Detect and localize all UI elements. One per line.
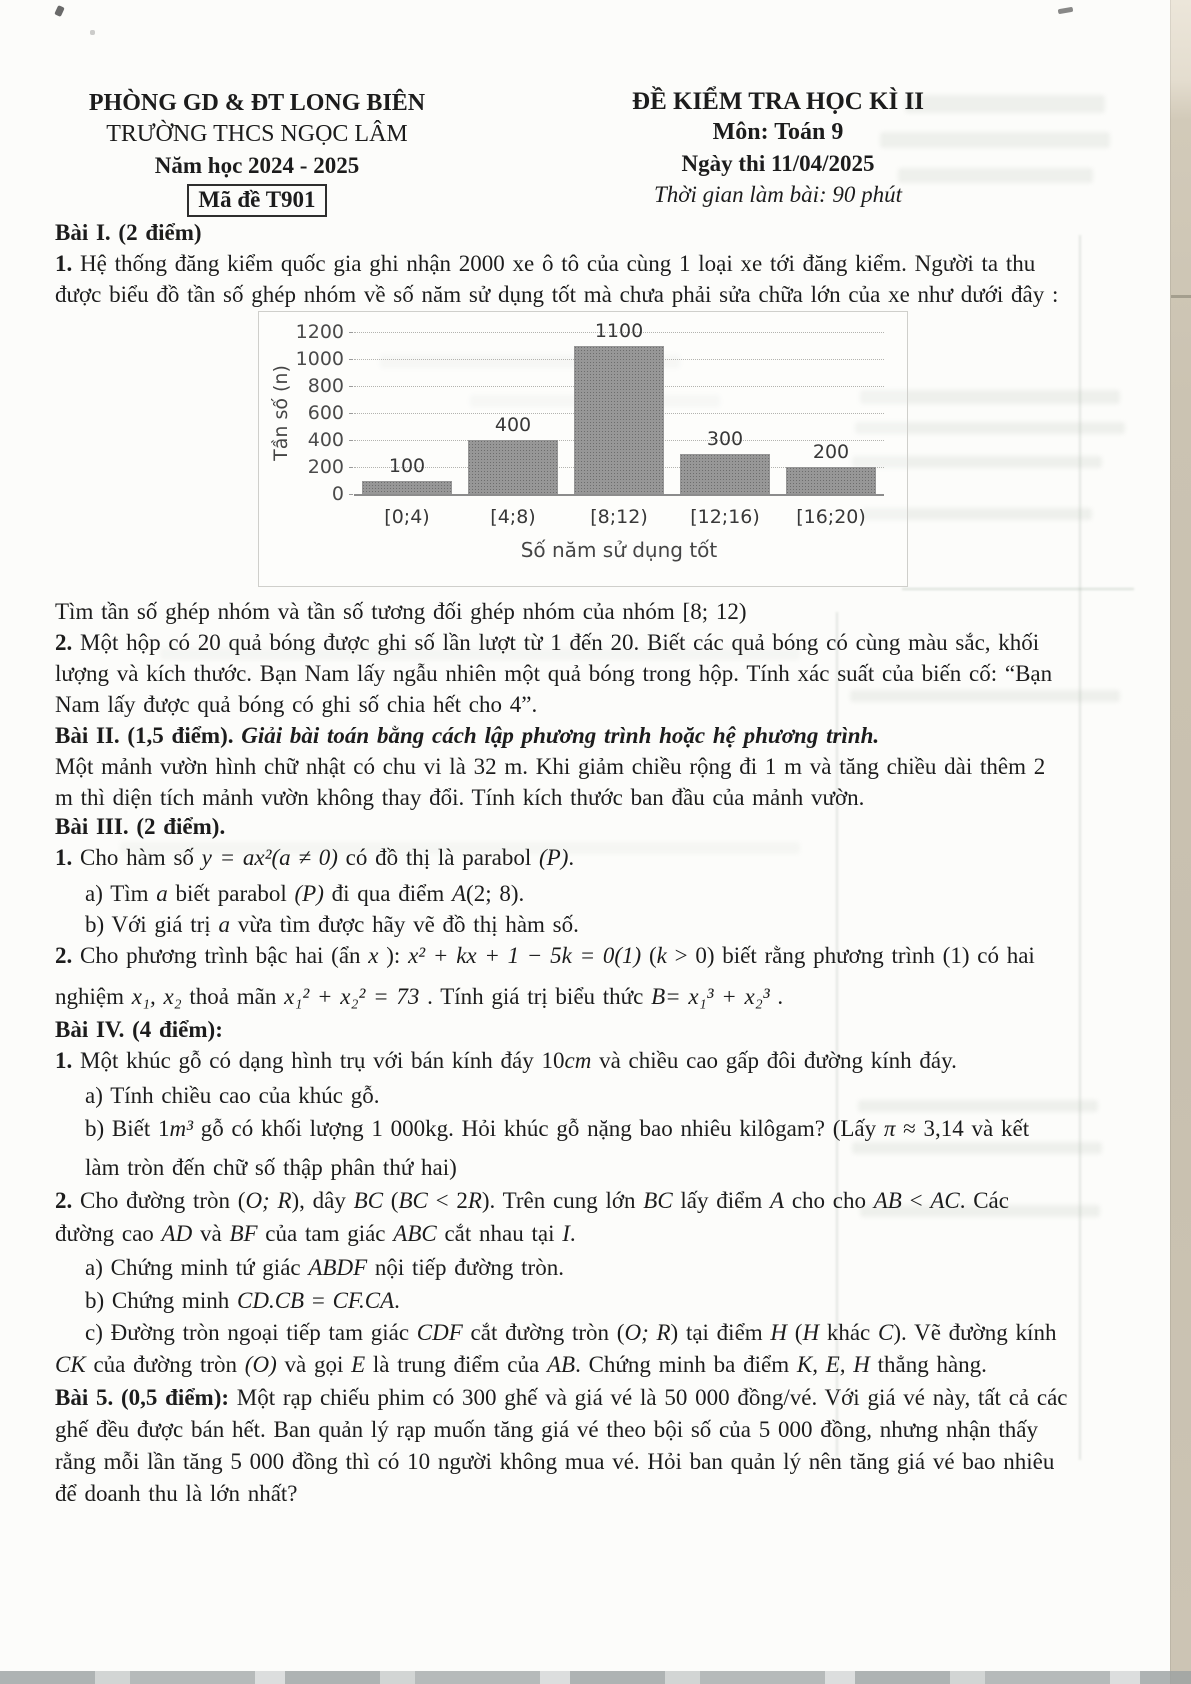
text-segment: khác bbox=[819, 1320, 879, 1345]
exam-date: Ngày thi 11/04/2025 bbox=[681, 151, 875, 176]
text-segment: ghế đều được bán hết. Ban quản lý rạp muốn tăng giá vé theo bội số của 5 000 đồng, nhưng nhận thấy bbox=[55, 1417, 1039, 1442]
text-segment: biết parabol bbox=[167, 881, 295, 906]
exam-subject: Môn: Toán 9 bbox=[712, 119, 844, 145]
text-line bbox=[55, 1186, 1009, 1216]
x-axis-label: Số năm sử dụng tốt bbox=[520, 538, 718, 562]
text-segment: A bbox=[451, 881, 467, 906]
exam-duration: Thời gian làm bài: 90 phút bbox=[653, 182, 903, 207]
text-line bbox=[55, 1350, 987, 1380]
text-segment: Giải bài toán bằng cách lập phương trình hoặc hệ phương trình. bbox=[241, 723, 880, 748]
scan-bottom-band bbox=[0, 1671, 1191, 1684]
text-segment: AC bbox=[930, 1188, 960, 1213]
text-line bbox=[85, 1318, 1056, 1348]
text-segment: ABC bbox=[393, 1221, 437, 1246]
text-segment: AB bbox=[873, 1188, 902, 1213]
text-segment: . bbox=[769, 984, 784, 1009]
bleed-through-text bbox=[858, 1100, 1098, 1112]
y-tick-label: 200 bbox=[307, 456, 344, 478]
text-line bbox=[55, 218, 202, 248]
text-segment: 1. bbox=[55, 845, 73, 870]
text-segment: ) tại điểm bbox=[670, 1320, 771, 1345]
bar-value-label: 1100 bbox=[594, 319, 644, 342]
y-tick bbox=[349, 386, 353, 387]
text-segment: BC bbox=[353, 1188, 384, 1213]
text-segment: CD.CB bbox=[237, 1288, 305, 1313]
bleed-through-text bbox=[850, 690, 1120, 702]
text-segment: Bài 5. (0,5 điểm): bbox=[55, 1385, 230, 1410]
bar-value-label: 100 bbox=[388, 454, 426, 477]
department-name: PHÒNG GD & ĐT LONG BIÊN bbox=[88, 90, 426, 116]
text-segment: được biểu đồ tần số ghép nhóm về số năm sử dụng tốt mà chưa phải sửa chữa lớn của xe như dưới đây : bbox=[55, 282, 1059, 307]
bar-value-label: 400 bbox=[494, 414, 532, 436]
text-segment: Tìm tần số ghép nhóm và tần số tương đối ghép nhóm của nhóm [8; 12) bbox=[55, 599, 747, 624]
category-label: [8;12) bbox=[590, 506, 648, 528]
bar bbox=[786, 467, 876, 494]
text-segment: . Tính giá trị biểu thức bbox=[419, 984, 652, 1009]
text-segment: (2; 8). bbox=[466, 881, 525, 906]
y-tick-label: 800 bbox=[307, 375, 344, 397]
text-segment: b) Chứng minh bbox=[85, 1288, 237, 1313]
text-line bbox=[55, 1447, 1054, 1477]
bleed-through-line bbox=[1079, 235, 1081, 1460]
y-tick-label: 400 bbox=[307, 429, 344, 451]
text-segment: của đường tròn bbox=[85, 1352, 245, 1377]
text-segment: > 0) biết rằng phương trình (1) có hai bbox=[666, 943, 1035, 968]
scan-speck bbox=[1058, 7, 1074, 15]
text-line bbox=[55, 690, 537, 720]
text-segment: ), dây bbox=[291, 1188, 354, 1213]
text-segment: nghiệm bbox=[55, 984, 132, 1009]
text-line bbox=[55, 843, 574, 873]
text-segment: O; R bbox=[245, 1188, 292, 1213]
text-segment: E bbox=[351, 1352, 366, 1377]
text-line bbox=[55, 941, 1035, 971]
text-segment: ). Trên cung lớn bbox=[481, 1188, 644, 1213]
bar bbox=[680, 454, 770, 495]
text-segment: c) Đường tròn ngoại tiếp tam giác bbox=[85, 1320, 417, 1345]
y-tick bbox=[349, 440, 353, 441]
text-segment: . bbox=[568, 845, 575, 870]
text-segment: . Các bbox=[959, 1188, 1009, 1213]
text-line bbox=[55, 1015, 223, 1045]
text-segment: < 2 bbox=[427, 1188, 468, 1213]
text-segment: vừa tìm được hãy vẽ đồ thị hàm số. bbox=[229, 912, 579, 937]
text-segment: H bbox=[770, 1320, 788, 1345]
text-segment: AB bbox=[546, 1352, 576, 1377]
header-exam-block bbox=[578, 86, 978, 210]
text-segment: x₁² + x₂² = 73 bbox=[284, 984, 420, 1009]
text-segment: ≈ 3,14 và kết bbox=[895, 1116, 1030, 1141]
text-line bbox=[55, 280, 1058, 310]
bar bbox=[468, 440, 558, 494]
text-segment: Bài I. (2 điểm) bbox=[55, 220, 202, 245]
text-segment: CDF bbox=[416, 1320, 463, 1345]
text-segment: Hệ thống đăng kiểm quốc gia ghi nhận 2000 xe ô tô của cùng 1 loại xe tới đăng kiểm. Người ta thu bbox=[72, 251, 1036, 276]
text-line bbox=[55, 1415, 1038, 1445]
scan-speck bbox=[54, 5, 65, 17]
text-segment: Bài III. (2 điểm). bbox=[55, 814, 226, 839]
text-segment: π bbox=[883, 1116, 896, 1141]
text-segment: có đồ thị là parabol bbox=[337, 845, 539, 870]
text-segment: x bbox=[368, 943, 379, 968]
scan-edge-strip bbox=[1170, 0, 1191, 1684]
text-segment: < bbox=[901, 1188, 931, 1213]
text-segment: lấy điểm bbox=[672, 1188, 770, 1213]
text-segment: Một hộp có 20 quả bóng được ghi số lần lượt từ 1 đến 20. Biết các quả bóng có cùng màu sắc, khối bbox=[72, 630, 1040, 655]
text-segment: b) Với giá trị bbox=[85, 912, 219, 937]
text-segment: a bbox=[218, 912, 230, 937]
text-segment: Cho hàm số bbox=[72, 845, 202, 870]
text-segment: x² + kx + 1 − 5k = 0(1) bbox=[408, 943, 642, 968]
scan-speck bbox=[90, 30, 95, 35]
y-tick bbox=[349, 359, 353, 360]
text-segment: H bbox=[802, 1320, 820, 1345]
text-segment: và chiều cao gấp đôi đường kính đáy. bbox=[591, 1048, 957, 1073]
category-label: [4;8) bbox=[490, 506, 536, 528]
text-segment: a) Chứng minh tứ giác bbox=[85, 1255, 309, 1280]
text-line bbox=[85, 1153, 457, 1183]
y-tick-label: 1000 bbox=[295, 348, 344, 370]
header-school-block bbox=[52, 88, 462, 218]
text-line bbox=[55, 597, 747, 627]
text-line bbox=[85, 910, 579, 940]
text-line bbox=[55, 1046, 957, 1076]
text-segment: 2. bbox=[55, 1188, 73, 1213]
text-segment: Bài II. (1,5 điểm). bbox=[55, 723, 242, 748]
text-line bbox=[85, 1253, 564, 1283]
text-segment: Cho phương trình bậc hai (ẩn bbox=[72, 943, 369, 968]
text-segment: đi qua điểm bbox=[323, 881, 452, 906]
text-line bbox=[55, 1479, 298, 1509]
text-segment: y = ax²(a ≠ 0) bbox=[201, 845, 338, 870]
text-segment: R bbox=[467, 1188, 482, 1213]
text-segment: và bbox=[192, 1221, 230, 1246]
text-segment: BF bbox=[229, 1221, 258, 1246]
text-line bbox=[85, 1081, 380, 1111]
bar-value-label: 300 bbox=[706, 427, 744, 450]
bar-value-label: 200 bbox=[812, 441, 850, 463]
text-line bbox=[55, 659, 1052, 689]
text-segment: 1. bbox=[55, 1048, 73, 1073]
text-segment: rằng mỗi lần tăng 5 000 đồng thì có 10 người không mua vé. Hỏi ban quản lý nên tăng giá vé bao nhiêu bbox=[55, 1449, 1055, 1474]
category-label: [16;20) bbox=[796, 506, 866, 528]
category-label: [0;4) bbox=[384, 506, 430, 528]
text-segment: . Chứng minh ba điểm bbox=[575, 1352, 797, 1377]
y-tick bbox=[349, 332, 353, 333]
text-segment: thẳng hàng. bbox=[869, 1352, 987, 1377]
text-segment: cắt nhau tại bbox=[436, 1221, 563, 1246]
text-segment: là trung điểm của bbox=[365, 1352, 547, 1377]
text-segment: thoả mãn bbox=[181, 984, 285, 1009]
text-line bbox=[55, 721, 879, 751]
text-segment: a) Tính chiều cao của khúc gỗ. bbox=[85, 1083, 380, 1108]
text-segment: m thì diện tích mảnh vườn không thay đổi. Tính kích thước ban đầu của mảnh vườn. bbox=[55, 785, 865, 810]
text-segment: Cho đường tròn ( bbox=[72, 1188, 246, 1213]
text-line bbox=[55, 982, 783, 1012]
text-segment: x₁, x₂ bbox=[131, 984, 182, 1009]
frequency-chart bbox=[258, 311, 908, 587]
text-segment: CF.CA bbox=[332, 1288, 395, 1313]
text-segment: BC bbox=[643, 1188, 673, 1213]
text-segment: A bbox=[770, 1188, 785, 1213]
text-segment: O; R bbox=[624, 1320, 671, 1345]
text-segment: gỗ có khối lượng 1 000kg. Hỏi khúc gỗ nặng bao nhiêu kilôgam? (Lấy bbox=[193, 1116, 884, 1141]
text-segment: ( bbox=[641, 943, 657, 968]
text-segment: 2. bbox=[55, 943, 73, 968]
text-segment: a bbox=[156, 881, 168, 906]
exam-title: ĐỀ KIỂM TRA HỌC KÌ II bbox=[632, 88, 924, 115]
text-segment: k bbox=[656, 943, 667, 968]
text-line bbox=[55, 783, 864, 813]
scan-edge-seam bbox=[1171, 295, 1191, 298]
text-segment: 1. bbox=[55, 251, 73, 276]
text-segment: m³ bbox=[169, 1116, 194, 1141]
text-segment: Một khúc gỗ có dạng hình trụ với bán kính đáy 10 bbox=[72, 1048, 565, 1073]
text-segment: . bbox=[394, 1288, 400, 1313]
text-segment: CK bbox=[55, 1352, 86, 1377]
text-segment: (P) bbox=[538, 845, 569, 870]
text-segment: = bbox=[304, 1288, 333, 1313]
text-segment: ( bbox=[383, 1188, 399, 1213]
text-segment: cho cho bbox=[784, 1188, 874, 1213]
text-line bbox=[85, 1286, 400, 1316]
text-segment: B= x₁³ + x₂³ bbox=[651, 984, 770, 1009]
text-segment: lượng và kích thước. Bạn Nam lấy ngẫu nhiên một quả bóng trong hộp. Tính xác suất của biến cố: “Bạn bbox=[55, 661, 1053, 686]
text-segment: Nam lấy được quả bóng có ghi số chia hết cho 4”. bbox=[55, 692, 538, 717]
text-segment: đường cao bbox=[55, 1221, 162, 1246]
text-segment: ( bbox=[787, 1320, 803, 1345]
text-segment: ): bbox=[378, 943, 409, 968]
bleed-through-line bbox=[902, 588, 1134, 590]
text-segment: a) Tìm bbox=[85, 881, 157, 906]
text-segment: b) Biết 1 bbox=[85, 1116, 170, 1141]
category-label: [12;16) bbox=[690, 506, 760, 528]
text-segment: AD bbox=[161, 1221, 193, 1246]
text-segment: ). Vẽ đường kính bbox=[893, 1320, 1057, 1345]
y-axis-label: Tần số (n) bbox=[270, 365, 292, 461]
text-line bbox=[55, 1219, 576, 1249]
school-year: Năm học 2024 - 2025 bbox=[154, 153, 360, 178]
text-segment: (O) bbox=[244, 1352, 277, 1377]
text-segment: ABDF bbox=[308, 1255, 368, 1280]
text-segment: BC bbox=[398, 1188, 428, 1213]
exam-code-box: Mã đề T901 bbox=[187, 184, 326, 217]
bar bbox=[362, 481, 452, 495]
bar bbox=[574, 346, 664, 495]
text-segment: và gọi bbox=[276, 1352, 352, 1377]
y-tick bbox=[349, 467, 353, 468]
text-segment: làm tròn đến chữ số thập phân thứ hai) bbox=[85, 1155, 457, 1180]
school-name: TRƯỜNG THCS NGỌC LÂM bbox=[106, 121, 408, 147]
text-line bbox=[85, 1114, 1029, 1144]
y-tick-label: 600 bbox=[307, 402, 344, 424]
text-segment: cắt đường tròn ( bbox=[462, 1320, 625, 1345]
text-segment: để doanh thu là lớn nhất? bbox=[55, 1481, 298, 1506]
text-line bbox=[55, 628, 1039, 658]
y-tick bbox=[349, 413, 353, 414]
text-line bbox=[55, 249, 1035, 279]
text-segment: C bbox=[878, 1320, 894, 1345]
text-segment: I bbox=[562, 1221, 570, 1246]
text-segment: Bài IV. (4 điểm): bbox=[55, 1017, 223, 1042]
y-tick bbox=[349, 494, 353, 495]
text-segment: cm bbox=[564, 1048, 592, 1073]
text-segment: 2. bbox=[55, 630, 73, 655]
text-segment: . bbox=[569, 1221, 576, 1246]
text-segment: K, E, H bbox=[796, 1352, 870, 1377]
text-line bbox=[85, 879, 524, 909]
text-line bbox=[55, 752, 1045, 782]
text-line bbox=[55, 1383, 1068, 1413]
text-segment: của tam giác bbox=[257, 1221, 394, 1246]
y-tick-label: 0 bbox=[331, 483, 344, 505]
text-segment: nội tiếp đường tròn. bbox=[367, 1255, 564, 1280]
x-axis-line bbox=[354, 494, 884, 496]
text-segment: Một mảnh vườn hình chữ nhật có chu vi là 32 m. Khi giảm chiều rộng đi 1 m và tăng chiều dài thêm 2 bbox=[55, 754, 1046, 779]
text-segment: (P) bbox=[294, 881, 324, 906]
y-tick-label: 1200 bbox=[295, 321, 344, 343]
text-line bbox=[55, 812, 225, 842]
text-segment: Một rạp chiếu phim có 300 ghế và giá vé là 50 000 đồng/vé. Với giá vé này, tất cả các bbox=[229, 1385, 1068, 1410]
